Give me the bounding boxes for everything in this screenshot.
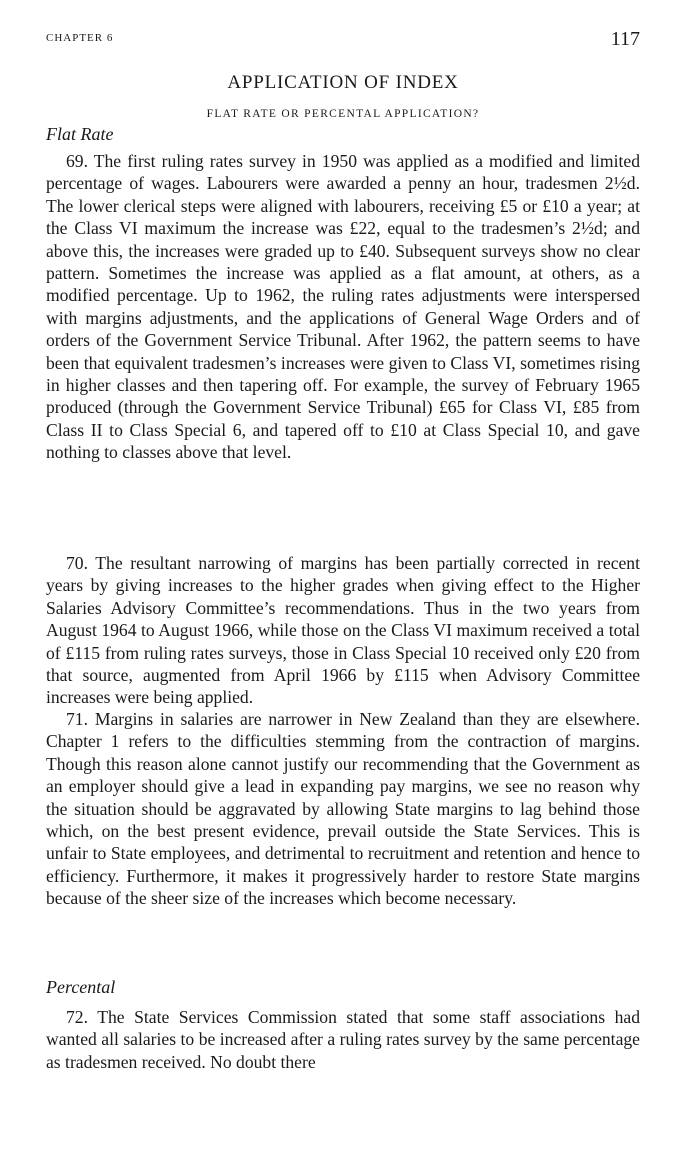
paragraph-70: 70. The resultant narrowing of margins has been partially corrected in recent years by giving increases to the higher grades when giving effect to the Higher Salaries Advisory Committee’s recommendations. Thus in the two years from August 1964 to August 1966, while those on the Class VI maximum received a total of £115 from ruling rates surveys, those in Class Special 10 received only £20 from that source, augmented from April 1966 by £115 when Advisory Committee increases were being applied. <box>46 553 640 708</box>
running-head <box>46 30 640 54</box>
chapter-label: CHAPTER 6 <box>46 32 114 44</box>
page-number: 117 <box>610 28 640 50</box>
subhead-percental: Percental <box>46 977 116 997</box>
paragraph-69: 69. The first ruling rates survey in 1950 was applied as a modified and limited percentage of wages. Labourers were awarded a penny an hour, tradesmen 2½d. The lower clerical steps were aligned with labourers, receiving £5 or £10 a year; at the Class VI maximum the increase was £22, equal to the tradesmen’s 2½d; and above this, the increases were graded up to £40. Subsequent surveys show no clear pattern. Sometimes the increase was applied as a flat amount, at others, as a modified percentage. Up to 1962, the ruling rates adjustments were interspersed with margins adjustments, and the applications of General Wage Orders and of orders of the Government Service Tribunal. After 1962, the pattern seems to have been that equivalent tradesmen’s increases were given to Class VI, sometimes rising in higher classes and then tapering off. For example, the survey of February 1965 produced (through the Government Service Tribunal) £65 for Class VI, £85 from Class II to Class Special 6, and tapered off to £10 at Class Special 10, and gave nothing to classes above that level. <box>46 151 640 463</box>
paragraph-72: 72. The State Services Commission stated that some staff associations had wanted all salaries to be increased after a ruling rates survey by the same percentage as tradesmen received. No doubt there <box>46 1007 640 1072</box>
section-subtitle: FLAT RATE OR PERCENTAL APPLICATION? <box>206 108 480 120</box>
paragraph-71: 71. Margins in salaries are narrower in New Zealand than they are elsewhere. Chapter 1 refers to the difficulties stemming from the contraction of margins. Though this reason alone cannot justify our recommending that the Government as an employer should give a lead in expanding pay margins, we see no reason why the situation should be aggravated by allowing State margins to lag behind those which, on the best present evidence, prevail outside the State Services. This is unfair to State employees, and detrimental to recruitment and retention and hence to efficiency. Furthermore, it makes it progressively harder to restore State margins because of the sheer size of the increases which become necessary. <box>46 709 640 909</box>
subhead-flat-rate: Flat Rate <box>46 124 114 144</box>
section-title: APPLICATION OF INDEX <box>227 72 459 93</box>
